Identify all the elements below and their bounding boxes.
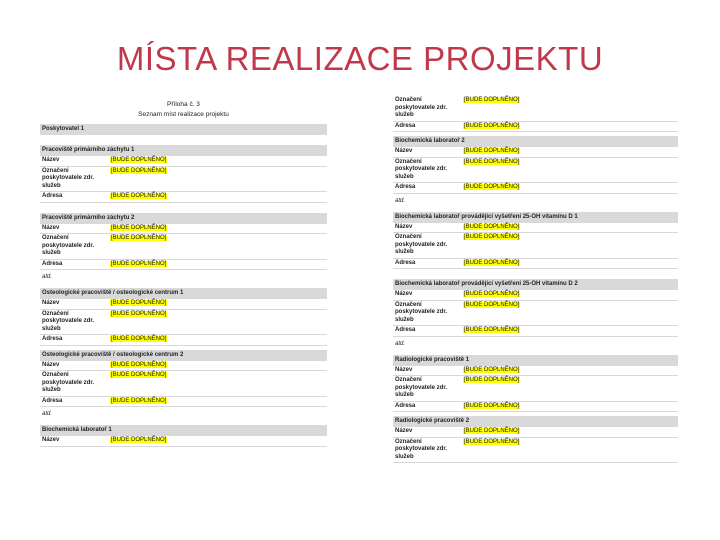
row-label: Označení poskytovatele zdr. služeb (42, 310, 95, 332)
row-label: Název (395, 148, 413, 154)
placeholder-value: [BUDE DOPLNĚNO] (464, 301, 520, 308)
section-heading: Biochemická laboratoř provádějící vyšetření 25-OH vitamínu D 2 (393, 279, 678, 290)
placeholder-value: [BUDE DOPLNĚNO] (111, 235, 167, 241)
table-row (393, 366, 678, 377)
table-row (393, 259, 678, 270)
table-row (40, 371, 327, 397)
table-row (393, 233, 678, 259)
row-label: Název (395, 223, 413, 230)
row-label: Označení poskytovatele zdr. služeb (42, 372, 95, 393)
placeholder-value: [BUDE DOPLNĚNO] (111, 260, 167, 267)
row-label: Název (395, 366, 413, 373)
table-row (393, 96, 678, 122)
row-label: Adresa (42, 336, 63, 342)
row-label: Označení poskytovatele zdr. služeb (42, 235, 95, 256)
table-row (40, 192, 327, 203)
row-label: Název (395, 428, 413, 434)
placeholder-value: [BUDE DOPLNĚNO] (464, 438, 520, 445)
section-heading: Biochemická laboratoř 2 (393, 136, 678, 147)
placeholder-value: [BUDE DOPLNĚNO] (111, 437, 167, 443)
placeholder-value: [BUDE DOPLNĚNO] (464, 184, 520, 190)
row-label: Název (42, 157, 60, 163)
etc-note: atd. (42, 274, 53, 280)
table-row (393, 147, 678, 158)
table-row (393, 376, 678, 402)
table-row (40, 299, 327, 310)
placeholder-value: [BUDE DOPLNĚNO] (464, 377, 520, 383)
row-label: Adresa (395, 122, 416, 129)
section-heading: Biochemická laboratoř 1 (40, 425, 327, 436)
table-row (40, 260, 327, 271)
table-row (40, 361, 327, 372)
row-label: Adresa (42, 260, 63, 267)
row-label: Označení poskytovatele zdr. služeb (395, 158, 448, 180)
annex-number: Příloha č. 3 (167, 101, 200, 108)
row-label: Adresa (395, 327, 416, 333)
table-row (393, 183, 678, 194)
placeholder-value: [BUDE DOPLNĚNO] (111, 224, 167, 231)
placeholder-value: [BUDE DOPLNĚNO] (111, 157, 167, 163)
row-label: Adresa (395, 402, 416, 409)
placeholder-value: [BUDE DOPLNĚNO] (111, 372, 167, 378)
table-row (40, 224, 327, 235)
placeholder-value: [BUDE DOPLNĚNO] (464, 122, 520, 129)
table-row (40, 310, 327, 336)
table-row (393, 427, 678, 438)
placeholder-value: [BUDE DOPLNĚNO] (464, 291, 520, 297)
section-heading: Osteologické pracoviště / osteologické centrum 1 (40, 288, 327, 299)
table-row (393, 290, 678, 301)
placeholder-value: [BUDE DOPLNĚNO] (464, 428, 520, 434)
row-label: Označení poskytovatele zdr. služeb (395, 377, 448, 398)
row-label: Označení poskytovatele zdr. služeb (395, 97, 448, 118)
placeholder-value: [BUDE DOPLNĚNO] (464, 97, 520, 103)
row-label: Označení poskytovatele zdr. služeb (395, 301, 448, 323)
row-label: Adresa (395, 184, 416, 190)
table-row (393, 158, 678, 184)
slide-title: MÍSTA REALIZACE PROJEKTU (116, 40, 604, 77)
section-heading: Radiologické pracoviště 2 (393, 416, 678, 427)
table-row (40, 335, 327, 346)
table-row (393, 223, 678, 234)
row-label: Název (42, 361, 60, 368)
row-label: Označení poskytovatele zdr. služeb (395, 234, 448, 255)
row-label: Adresa (42, 397, 63, 404)
table-row (393, 402, 678, 413)
placeholder-value: [BUDE DOPLNĚNO] (111, 310, 167, 317)
placeholder-value: [BUDE DOPLNĚNO] (111, 361, 167, 368)
row-label: Adresa (395, 259, 416, 266)
placeholder-value: [BUDE DOPLNĚNO] (464, 148, 520, 154)
placeholder-value: [BUDE DOPLNĚNO] (464, 158, 520, 165)
table-row (40, 156, 327, 167)
placeholder-value: [BUDE DOPLNĚNO] (111, 193, 167, 199)
row-label: Název (395, 291, 413, 297)
placeholder-value: [BUDE DOPLNĚNO] (464, 234, 520, 240)
provider-heading: Poskytovatel 1 (40, 124, 327, 135)
placeholder-value: [BUDE DOPLNĚNO] (464, 327, 520, 333)
placeholder-value: [BUDE DOPLNĚNO] (111, 336, 167, 342)
row-label: Označení poskytovatele zdr. služeb (395, 438, 448, 460)
section-heading: Biochemická laboratoř provádějící vyšetření 25-OH vitamínu D 1 (393, 212, 678, 223)
row-label: Název (42, 300, 60, 306)
document-page-left (40, 100, 327, 447)
table-row (40, 436, 327, 447)
table-row (393, 326, 678, 337)
row-label: Název (42, 224, 60, 231)
table-row (40, 167, 327, 193)
table-row (393, 122, 678, 133)
table-row (40, 397, 327, 408)
document-page-right (393, 96, 678, 463)
section-heading: Pracoviště primárního záchytu 1 (40, 145, 327, 156)
placeholder-value: [BUDE DOPLNĚNO] (464, 223, 520, 230)
placeholder-value: [BUDE DOPLNĚNO] (464, 366, 520, 373)
etc-note: atd. (42, 411, 53, 417)
row-label: Adresa (42, 193, 63, 199)
section-heading: Osteologické pracoviště / osteologické centrum 2 (40, 350, 327, 361)
placeholder-value: [BUDE DOPLNĚNO] (111, 397, 167, 404)
placeholder-value: [BUDE DOPLNĚNO] (111, 167, 167, 174)
etc-note: atd. (395, 197, 406, 204)
placeholder-value: [BUDE DOPLNĚNO] (464, 259, 520, 266)
placeholder-value: [BUDE DOPLNĚNO] (464, 402, 520, 409)
table-row (393, 301, 678, 327)
row-label: Označení poskytovatele zdr. služeb (42, 167, 95, 189)
placeholder-value: [BUDE DOPLNĚNO] (111, 300, 167, 306)
section-heading: Radiologické pracoviště 1 (393, 355, 678, 366)
row-label: Název (42, 437, 60, 443)
annex-title: Seznam míst realizace projektu (138, 111, 229, 118)
section-heading: Pracoviště primárního záchytu 2 (40, 213, 327, 224)
table-row (40, 234, 327, 260)
etc-note: atd. (395, 340, 406, 347)
table-row (393, 438, 678, 464)
